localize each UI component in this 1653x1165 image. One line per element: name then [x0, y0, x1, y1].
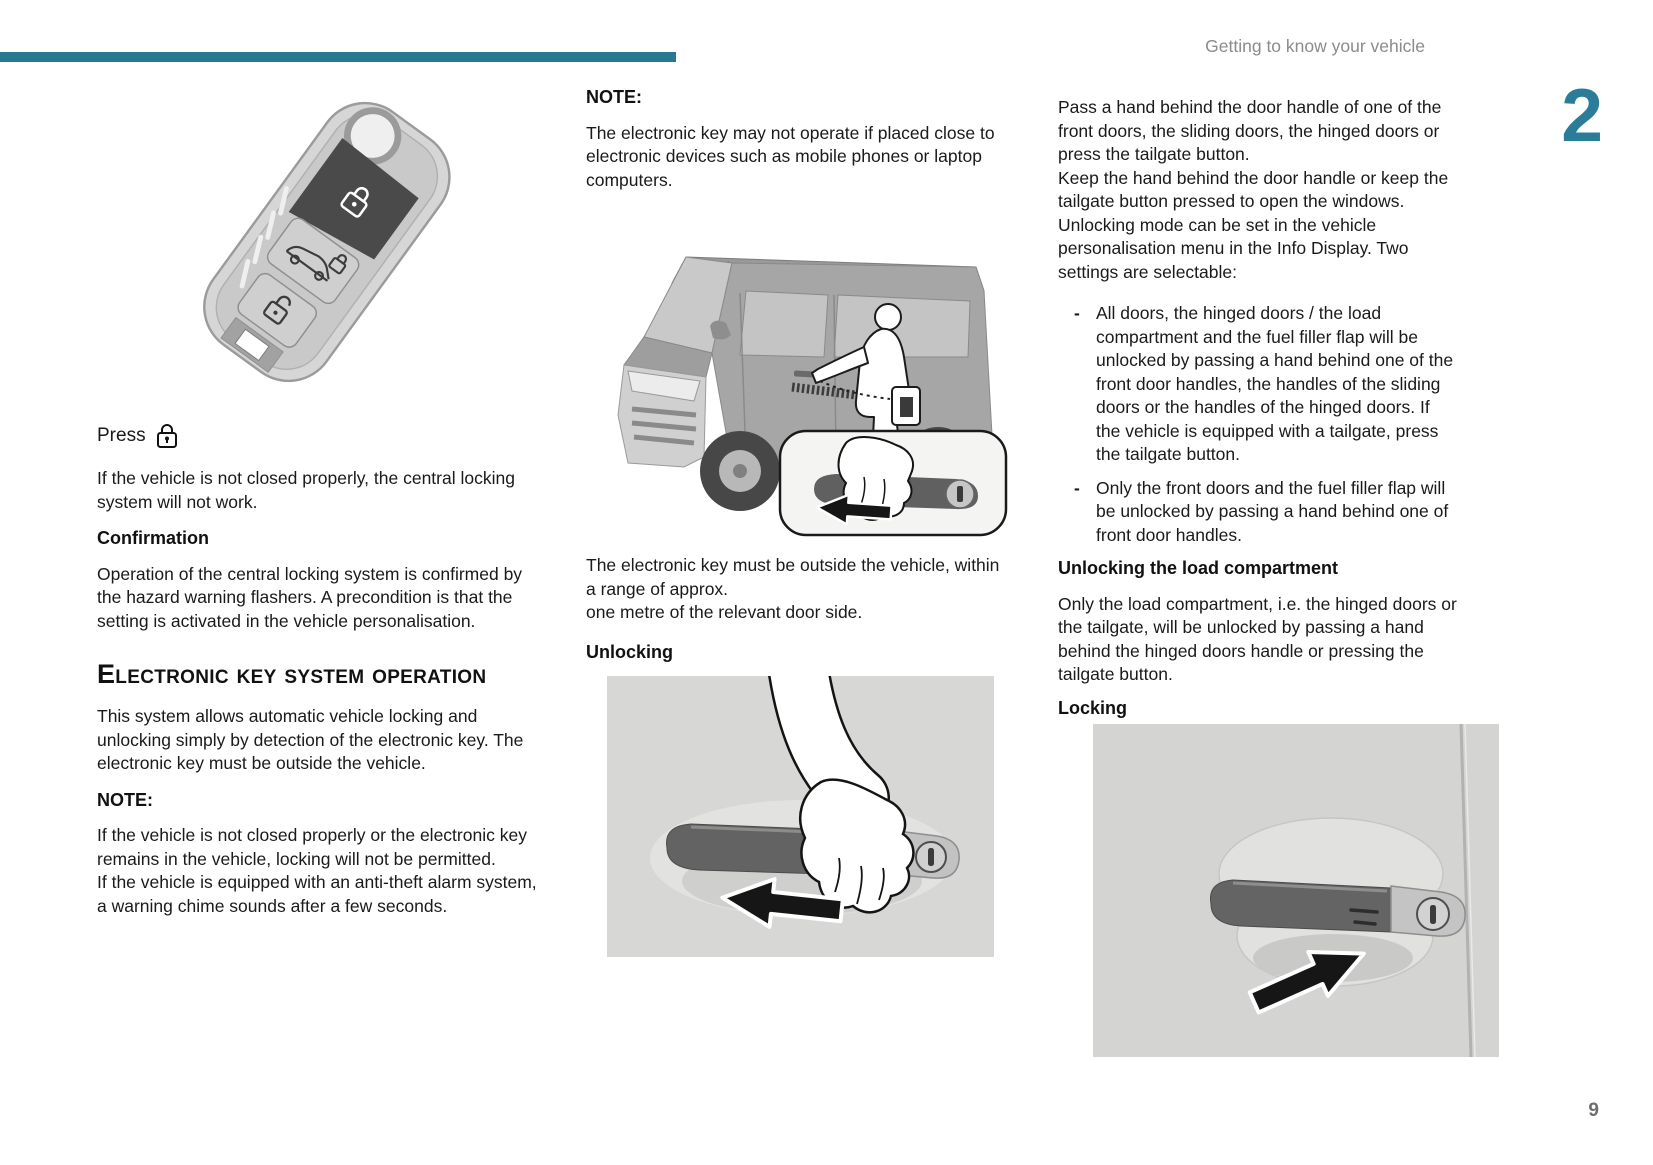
- unlocking-heading: Unlocking: [586, 641, 674, 662]
- para-keep-hand: Keep the hand behind the door handle or keep the tailgate button pressed to open the windows.: [1058, 167, 1449, 211]
- press-instruction: [97, 422, 538, 449]
- bullet-dash: -: [1074, 477, 1080, 498]
- chapter-number: 2: [1561, 73, 1603, 157]
- bullet-text: All doors, the hinged doors / the load compartment and the fuel filler flap will be unlocked by passing a hand behind one of the front door handles, the handles of the sliding doors or the handles of the hinged doors. If the vehicle is equipped with a tailgate, press the tailgate button.: [1096, 303, 1454, 464]
- para-system: This system allows automatic vehicle locking and unlocking simply by detection of the electronic key. The electronic key must be outside the vehicle.: [97, 706, 524, 774]
- note-heading-middle: NOTE:: [586, 87, 642, 107]
- page-number: 9: [1588, 1100, 1599, 1121]
- right-column: [1058, 96, 1458, 1057]
- para-range-1: The electronic key must be outside the vehicle, within a range of approx.: [586, 555, 1000, 599]
- locking-handle-illustration: [1093, 724, 1499, 1057]
- bullet-text: Only the front doors and the fuel filler flap will be unlocked by passing a hand behind one of front door handles.: [1096, 477, 1449, 545]
- note-para-1: If the vehicle is not closed properly or the electronic key remains in the vehicle, locking will not be permitted.: [97, 825, 527, 869]
- header-rule-bar: [0, 52, 676, 62]
- para-load-compartment: Only the load compartment, i.e. the hinged doors or the tailgate, will be unlocked by passing a hand behind the hinged doors handle or pressing the tailgate button.: [1058, 593, 1457, 684]
- para-unlock-mode: Unlocking mode can be set in the vehicle personalisation menu in the Info Display. Two settings are selectable:: [1058, 214, 1409, 282]
- keyless-detection-illustration: [588, 205, 1008, 538]
- para-range-2: one metre of the relevant door side.: [586, 602, 863, 622]
- list-item: [1074, 477, 1458, 548]
- unlock-settings-list: [1058, 302, 1458, 547]
- middle-column: [586, 86, 1006, 957]
- note-heading-left: NOTE:: [97, 789, 153, 810]
- bullet-dash: -: [1074, 303, 1080, 323]
- press-label: Press: [97, 424, 146, 446]
- para-confirmation: Operation of the central locking system is confirmed by the hazard warning flashers. A precondition is that the setting is activated in the vehicle personalisation.: [97, 563, 523, 631]
- confirmation-heading: Confirmation: [97, 528, 209, 548]
- running-header: Getting to know your vehicle: [1205, 36, 1425, 56]
- unlocking-handle-illustration: [607, 676, 994, 957]
- key-in-bag: [900, 397, 913, 417]
- para-central-locking: If the vehicle is not closed properly, the central locking system will not work.: [97, 468, 515, 512]
- section-heading: Electronic key system operation: [97, 659, 487, 689]
- load-compartment-heading: Unlocking the load compartment: [1058, 558, 1339, 578]
- handle-inset: [780, 431, 1006, 535]
- key-fob-illustration: [152, 80, 492, 402]
- padlock-closed-icon: [156, 422, 178, 449]
- list-item: [1074, 302, 1458, 467]
- para-pass-hand: Pass a hand behind the door handle of one of the front doors, the sliding doors, the hinged doors or press the tailgate button.: [1058, 97, 1442, 164]
- note-para-2: If the vehicle is equipped with an anti-theft alarm system, a warning chime sounds after a few seconds.: [97, 872, 537, 916]
- note-para-middle: The electronic key may not operate if placed close to electronic devices such as mobile phones or laptop computers.: [586, 122, 995, 190]
- locking-heading: Locking: [1058, 697, 1128, 718]
- left-column: [97, 80, 538, 918]
